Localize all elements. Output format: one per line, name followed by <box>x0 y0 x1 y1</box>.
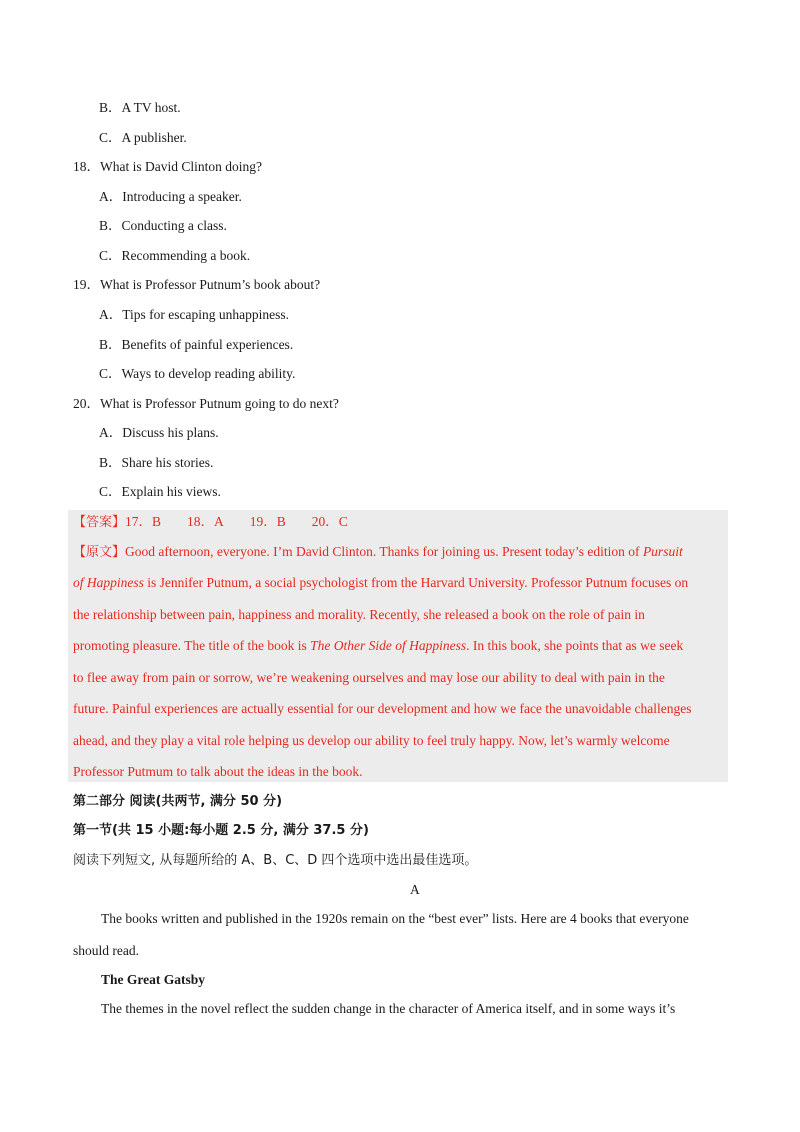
transcript-label: 【原文】 <box>73 545 126 560</box>
book1-text-line-1: The themes in the novel reflect the sudden change in the character of America itself, and in some ways it’s <box>101 1001 676 1016</box>
q20-option-b: B．Share his stories. <box>99 455 214 470</box>
answer-line <box>73 513 348 532</box>
passage-intro-line-1: The books written and published in the 1920s remain on the “best ever” lists. Here are 4 books that everyone <box>101 911 689 926</box>
q20-option-a: A．Discuss his plans. <box>99 425 219 440</box>
transcript-line-1 <box>73 543 683 562</box>
answer-label: 【答案】 <box>73 515 126 530</box>
transcript-text: promoting pleasure. The title of the book is <box>73 638 311 653</box>
answer-item: 19．B <box>249 514 286 529</box>
q19-option-b: B．Benefits of painful experiences. <box>99 337 294 352</box>
q19-option-c: C．Ways to develop reading ability. <box>99 366 296 381</box>
show-title-part: of Happiness <box>73 575 144 590</box>
show-title-part: Pursuit <box>642 544 683 559</box>
transcript-line-8: Professor Putmum to talk about the ideas in the book. <box>73 764 363 779</box>
q18-option-a: A．Introducing a speaker. <box>99 189 242 204</box>
answer-item: 17．B <box>125 514 162 529</box>
instruction: 阅读下列短文, 从每题所给的 A、B、C、D 四个选项中选出最佳选项。 <box>73 853 478 868</box>
transcript-line-5: to flee away from pain or sorrow, we’re weakening ourselves and may lose our ability to deal with pain in the <box>73 670 665 685</box>
book-title-heading: The Great Gatsby <box>101 972 205 987</box>
q18-option-b: B．Conducting a class. <box>99 218 227 233</box>
transcript-text: Good afternoon, everyone. I’m David Clinton. Thanks for joining us. Present today’s edition of <box>125 544 643 559</box>
q19-option-a: A．Tips for escaping unhappiness. <box>99 307 289 322</box>
transcript-line-7: ahead, and they play a vital role helping us develop our ability to feel truly happy. Now, let’s warmly welcome <box>73 733 670 748</box>
transcript-line-2 <box>73 574 688 592</box>
part2-heading: 第二部分 阅读(共两节, 满分 50 分) <box>73 794 283 809</box>
answer-item: 18．A <box>187 514 224 529</box>
q18-stem: 18．What is David Clinton doing? <box>73 159 262 174</box>
transcript-line-3: the relationship between pain, happiness and morality. Recently, she released a book on the role of pain in <box>73 607 645 622</box>
passage-intro-line-2: should read. <box>73 943 139 958</box>
transcript-text: . In this book, she points that as we seek <box>466 638 684 653</box>
section1-heading: 第一节(共 15 小题:每小题 2.5 分, 满分 37.5 分) <box>73 823 369 838</box>
q17-option-c: C．A publisher. <box>99 130 187 145</box>
transcript-text: is Jennifer Putnum, a social psychologist from the Harvard University. Professor Putnum focuses on <box>143 575 689 590</box>
passage-label: A <box>410 882 420 897</box>
q20-option-c: C．Explain his views. <box>99 484 221 499</box>
transcript-line-4 <box>73 637 683 655</box>
transcript-line-6: future. Painful experiences are actually essential for our development and how we face the unavoidable challenges <box>73 701 692 716</box>
q17-option-b: B．A TV host. <box>99 100 181 115</box>
q20-stem: 20．What is Professor Putnum going to do next? <box>73 396 339 411</box>
answer-item: 20．C <box>311 514 348 529</box>
book-title: The Other Side of Happiness <box>310 638 467 653</box>
q18-option-c: C．Recommending a book. <box>99 248 251 263</box>
q19-stem: 19．What is Professor Putnum’s book about? <box>73 277 321 292</box>
